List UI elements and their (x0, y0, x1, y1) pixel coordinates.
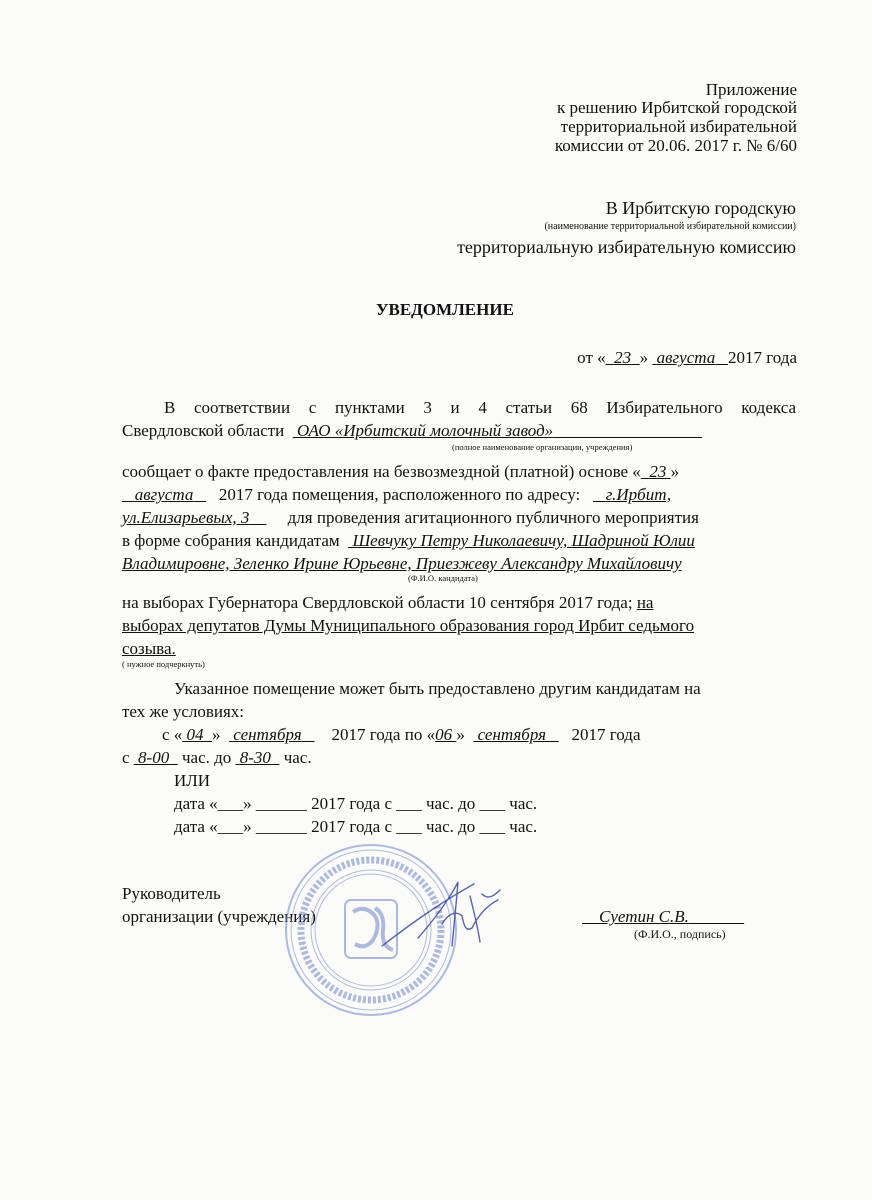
period-month-from: сентября (233, 725, 302, 744)
candidates-caption: (Ф.И.О. кандидата) (408, 573, 478, 583)
period-mid-1: » (212, 725, 221, 744)
para1-line-5 (122, 508, 699, 528)
time-prefix: с (122, 748, 130, 767)
para2-line-3 (162, 725, 641, 745)
candidates-part-1: Шевчуку Петру Николаевичу, Шадриной Юлии (352, 531, 695, 550)
appendix-line-4: комиссии от 20.06. 2017 г. № 6/60 (554, 136, 797, 155)
date-month: августа (656, 348, 716, 367)
signatory-head-2: организации (учреждения) (122, 907, 316, 926)
period-day-to: 06 (435, 725, 453, 744)
para1-line-1: В соответствии с пунктами 3 и 4 статьи 68 Избирательного кодекса (164, 398, 796, 417)
para1-line-4 (122, 485, 671, 505)
para1-line-6-prefix: в форме собрания кандидатам (122, 531, 340, 550)
period-prefix: с « (162, 725, 183, 744)
organization-caption: (полное наименование организации, учреждения) (452, 442, 633, 452)
elections-line-1-plain: на выборах Губернатора Свердловской области 10 сентября 2017 года; (122, 593, 633, 612)
organization-name: ОАО «Ирбитский молочный завод» (297, 421, 554, 440)
provision-month: августа (134, 485, 194, 504)
para1-line-6 (122, 531, 695, 551)
time-to: 8-30 (239, 748, 271, 767)
handwritten-signature-icon (378, 876, 506, 960)
signatory-name (582, 907, 744, 927)
addressee-line-1: В Ирбитскую городскую (605, 198, 796, 218)
para1-line-2-prefix: Свердловской области (122, 421, 285, 440)
elections-line-2: выборах депутатов Думы Муниципального образования город Ирбит седьмого (122, 616, 695, 635)
appendix-line-2: к решению Ирбитской городской (556, 98, 797, 117)
appendix-line-3: территориальной избирательной (560, 117, 797, 136)
signatory-head-1: Руководитель (122, 884, 221, 903)
address-part-1: г.Ирбит, (605, 485, 672, 504)
para1-line-5-text: для проведения агитационного публичного мероприятия (287, 508, 699, 527)
para1-line-4-text: 2017 года помещения, расположенного по адресу: (218, 485, 581, 504)
appendix-line-1: Приложение (705, 80, 797, 99)
date-prefix: от « (577, 348, 606, 367)
address-part-2: ул.Елизарьевых, 3 (122, 508, 250, 527)
elections-caption: ( нужное подчеркнуть) (122, 659, 205, 669)
para2-line-1: Указанное помещение может быть предоставлено другим кандидатам на (174, 679, 701, 698)
para1-line-3-suffix: » (670, 462, 680, 481)
elections-line-3: созыва. (122, 639, 176, 658)
blank-date-line-2: дата «___» ______ 2017 года с ___ час. до ___ час. (174, 817, 538, 836)
document-title: УВЕДОМЛЕНИЕ (376, 300, 514, 319)
signatory-name-value: Суетин С.В. (599, 907, 689, 926)
date-day: 23 (614, 348, 632, 367)
blank-date-line-1: дата «___» ______ 2017 года с ___ час. до ___ час. (174, 794, 538, 813)
time-suffix: час. (283, 748, 312, 767)
period-mid-3: » (456, 725, 465, 744)
elections-line-1 (122, 593, 653, 613)
para2-line-4 (122, 748, 312, 768)
para2-line-2: тех же условиях: (122, 702, 245, 721)
provision-day: 23 (649, 462, 667, 481)
signature-caption: (Ф.И.О., подпись) (634, 927, 726, 941)
period-mid-2: 2017 года по « (331, 725, 436, 744)
notice-date (577, 348, 797, 368)
or-label: ИЛИ (174, 771, 211, 790)
period-suffix: 2017 года (571, 725, 641, 744)
addressee-caption: (наименование территориальной избирательной комиссии) (544, 221, 796, 232)
period-month-to: сентября (477, 725, 546, 744)
para1-line-7 (122, 554, 682, 574)
elections-line-1-underlined: на (636, 593, 654, 612)
candidates-part-2: Владимировне, Зеленко Ирине Юрьевне, Приезжеву Александру Михайловичу (122, 554, 682, 573)
date-suffix: 2017 года (727, 348, 797, 367)
para1-line-2 (122, 421, 702, 441)
time-from: 8-00 (138, 748, 170, 767)
period-day-from: 04 (186, 725, 204, 744)
para1-line-3 (122, 462, 679, 482)
time-mid: час. до (181, 748, 232, 767)
date-mid: » (639, 348, 649, 367)
addressee-line-2: территориальную избирательную комиссию (457, 237, 796, 257)
para1-line-3-prefix: сообщает о факте предоставления на безвозмездной (платной) основе « (122, 462, 641, 481)
